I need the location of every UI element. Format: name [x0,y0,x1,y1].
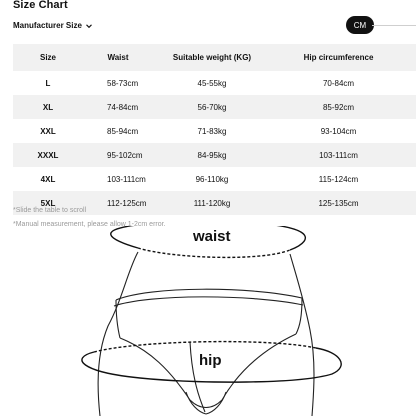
waist-cell: 95-102cm [107,150,143,160]
size-cell: XL [42,102,54,112]
size-cell: XXXL [37,150,59,160]
size-cell: 4XL [40,174,56,184]
unit-toggle-track [372,25,416,26]
column-header-size: Size [39,53,56,62]
size-cell: XXL [40,126,56,136]
waist-cell: 103-111cm [107,174,146,184]
waist-cell: 85-94cm [107,126,139,136]
table-row [13,95,416,119]
waist-cell: 58-73cm [107,78,139,88]
weight-cell: 84-95kg [197,150,227,160]
size-cell: L [45,78,51,88]
weight-cell: 71-83kg [197,126,227,136]
hip-cell: 115-124cm [318,174,359,184]
hip-cell: 103-111cm [319,150,358,160]
waist-cell: 112-125cm [107,198,147,208]
body-outline [98,252,314,416]
hip-cell: 125-135cm [318,198,359,208]
table-header-row [13,44,416,71]
unit-toggle-cm[interactable]: CM [346,16,374,34]
size-table[interactable] [13,44,416,215]
manufacturer-size-label: Manufacturer Size [13,21,82,30]
weight-cell: 56-70kg [197,102,227,112]
table-row [13,143,416,167]
hip-label: hip [199,352,222,369]
manufacturer-size-dropdown[interactable] [13,21,93,30]
weight-cell: 111-120kg [193,198,231,208]
waist-cell: 74-84cm [107,102,139,112]
column-header-weight: Suitable weight (KG) [172,53,252,62]
column-header-waist: Waist [107,53,129,62]
waist-label: waist [193,228,231,245]
scroll-hint: *Slide the table to scroll [13,207,87,214]
hip-cell: 85-92cm [322,102,355,112]
weight-cell: 96-110kg [195,174,229,184]
page-title: Size Chart [13,0,68,11]
weight-cell: 45-55kg [197,78,227,88]
table-row [13,167,416,191]
table-row [13,119,416,143]
hip-cell: 93-104cm [320,126,357,136]
size-cell: 5XL [40,198,56,208]
hip-cell: 70-84cm [322,78,355,88]
chevron-down-icon [85,22,93,30]
measurement-illustration [0,226,416,416]
column-header-hip: Hip circumference [303,53,374,62]
table-row [13,71,416,95]
measurement-note: *Manual measurement, please allow 1-2cm error. [13,221,166,228]
